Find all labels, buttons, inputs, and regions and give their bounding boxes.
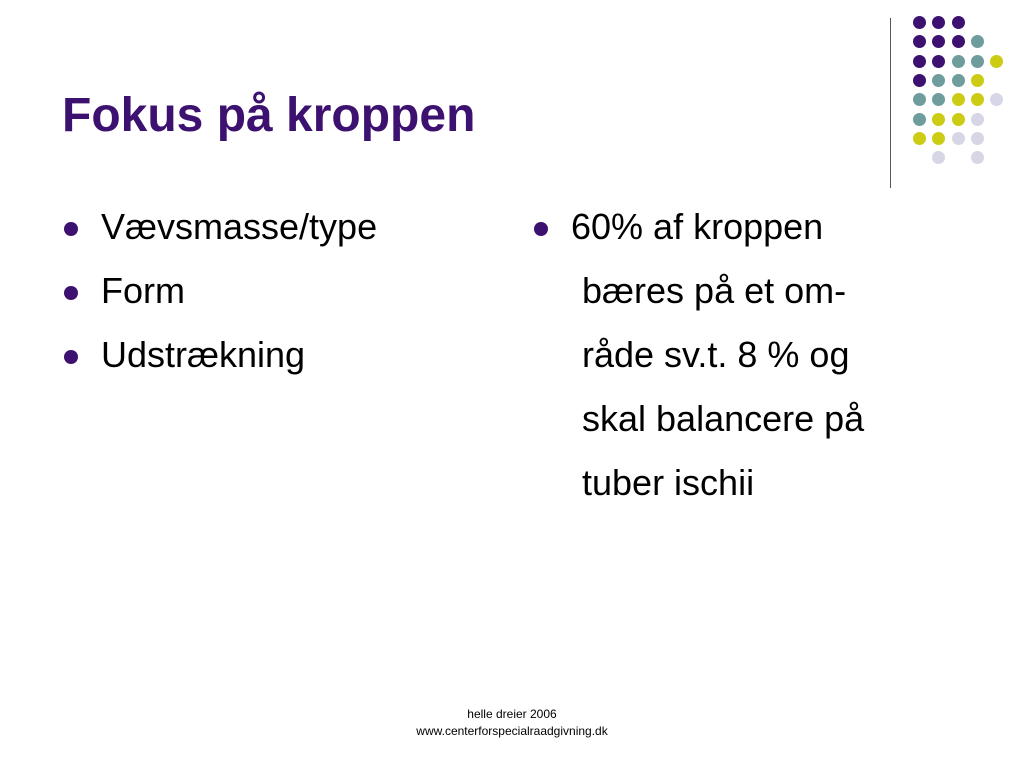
decorative-dot — [913, 74, 926, 87]
slide-title: Fokus på kroppen — [62, 89, 476, 142]
decorative-dot — [952, 16, 965, 29]
bullet-text: Vævsmasse/type — [101, 206, 378, 247]
bullet-text-line: råde sv.t. 8 % og — [582, 334, 850, 375]
decorative-dot — [913, 113, 926, 126]
decorative-dot — [932, 35, 945, 48]
bullet-item-form — [64, 259, 484, 323]
decorative-dot — [932, 132, 945, 145]
decorative-dot — [932, 151, 945, 164]
bullet-dot-icon — [64, 222, 78, 236]
decorative-dot — [952, 93, 965, 106]
left-bullet-list — [64, 195, 484, 387]
decorative-dot — [913, 16, 926, 29]
decorative-divider-line — [890, 18, 891, 188]
bullet-text-line: tuber ischii — [582, 462, 755, 503]
decorative-dot — [913, 35, 926, 48]
bullet-item-extension — [64, 323, 484, 387]
bullet-text-line: skal balancere på — [582, 398, 865, 439]
decorative-dot — [913, 55, 926, 68]
decorative-dot — [913, 93, 926, 106]
decorative-dot — [990, 55, 1003, 68]
bullet-item-tissue — [64, 195, 484, 259]
decorative-dot — [971, 132, 984, 145]
decorative-dot — [971, 151, 984, 164]
decorative-dot — [932, 113, 945, 126]
bullet-dot-icon — [534, 222, 548, 236]
bullet-dot-icon — [64, 286, 78, 300]
decorative-dot-grid — [0, 0, 1024, 200]
decorative-dot — [952, 55, 965, 68]
decorative-dot — [952, 132, 965, 145]
slide-footer — [362, 706, 662, 740]
bullet-item-body-weight — [534, 195, 974, 515]
decorative-dot — [932, 74, 945, 87]
decorative-dot — [971, 35, 984, 48]
bullet-text: Form — [101, 270, 185, 311]
bullet-dot-icon — [64, 350, 78, 364]
decorative-dot — [971, 55, 984, 68]
decorative-dot — [952, 113, 965, 126]
decorative-dot — [971, 93, 984, 106]
decorative-dot — [932, 93, 945, 106]
bullet-text-line: bæres på et om- — [582, 270, 847, 311]
decorative-dot — [932, 16, 945, 29]
decorative-dot — [971, 74, 984, 87]
decorative-dot — [952, 74, 965, 87]
bullet-text: Udstrækning — [101, 334, 306, 375]
bullet-text-line: 60% af kroppen — [571, 206, 824, 247]
footer-website: www.centerforspecialraadgivning.dk — [416, 724, 608, 738]
decorative-dot — [952, 35, 965, 48]
decorative-dot — [932, 55, 945, 68]
decorative-dot — [971, 113, 984, 126]
right-bullet-list — [534, 195, 974, 515]
footer-author: helle dreier 2006 — [467, 707, 557, 721]
decorative-dot — [990, 93, 1003, 106]
decorative-dot — [913, 132, 926, 145]
